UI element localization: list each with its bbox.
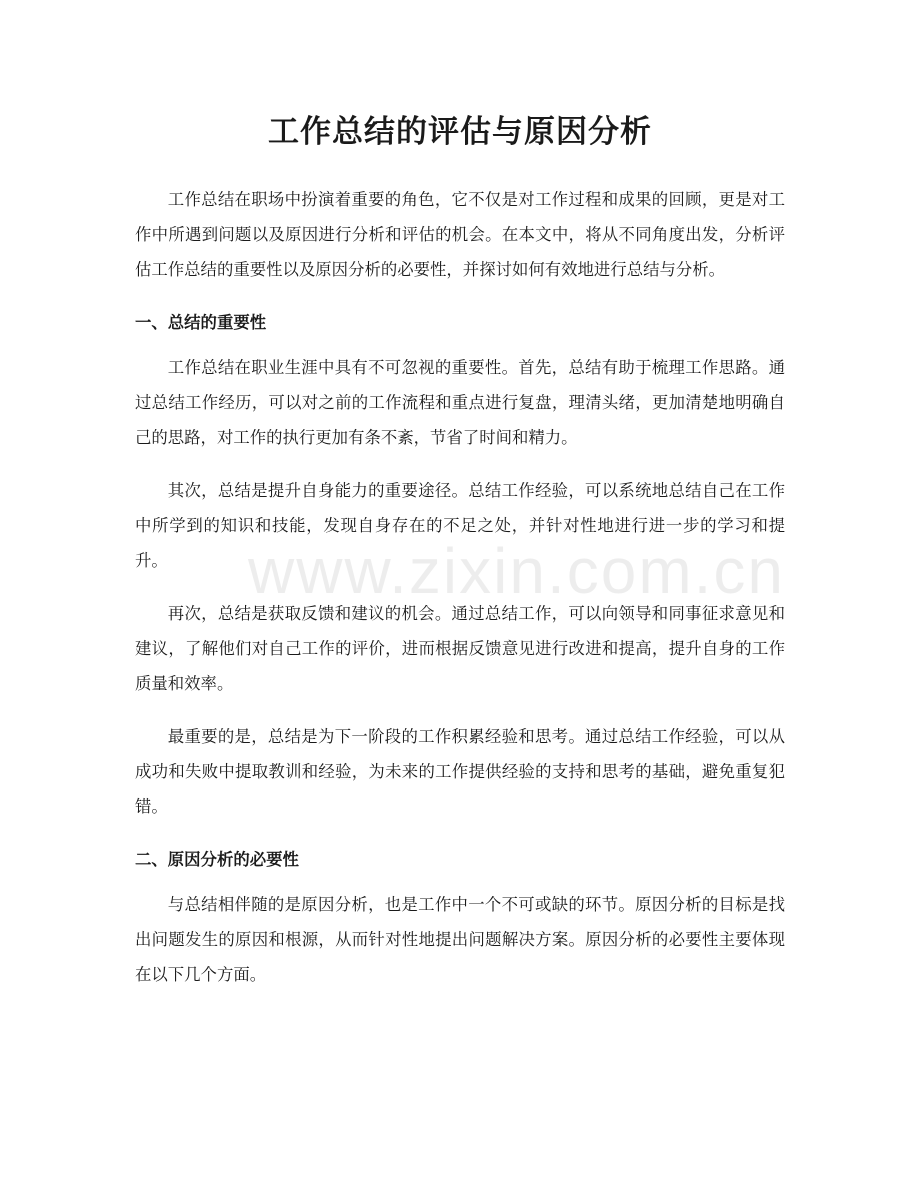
paragraph: 其次，总结是提升自身能力的重要途径。总结工作经验，可以系统地总结自己在工作中所学到的知识和技能，发现自身存在的不足之处，并针对性地进行进一步的学习和提升。 <box>135 481 785 570</box>
paragraph: 再次，总结是获取反馈和建议的机会。通过总结工作，可以向领导和同事征求意见和建议，了解他们对自己工作的评价，进而根据反馈意见进行改进和提高，提升自身的工作质量和效率。 <box>135 604 785 693</box>
document-title: 工作总结的评估与原因分析 <box>268 114 652 150</box>
paragraph: 最重要的是，总结是为下一阶段的工作积累经验和思考。通过总结工作经验，可以从成功和失败中提取教训和经验，为未来的工作提供经验的支持和思考的基础，避免重复犯错。 <box>135 727 785 816</box>
intro-paragraph: 工作总结在职场中扮演着重要的角色，它不仅是对工作过程和成果的回顾，更是对工作中所遇到问题以及原因进行分析和评估的机会。在本文中，将从不同角度出发，分析评估工作总结的重要性以及原因分析的必要性，并探讨如何有效地进行总结与分析。 <box>135 190 785 279</box>
paragraph: 与总结相伴随的是原因分析，也是工作中一个不可或缺的环节。原因分析的目标是找出问题发生的原因和根源，从而针对性地提出问题解决方案。原因分析的必要性主要体现在以下几个方面。 <box>135 895 785 984</box>
section-heading-importance: 一、总结的重要性 <box>135 313 267 332</box>
paragraph: 工作总结在职业生涯中具有不可忽视的重要性。首先，总结有助于梳理工作思路。通过总结工作经历，可以对之前的工作流程和重点进行复盘，理清头绪，更加清楚地明确自己的思路，对工作的执行更加有条不紊，节省了时间和精力。 <box>135 358 785 447</box>
watermark: www.zixin.com.cn <box>248 535 785 607</box>
section-heading-cause-analysis: 二、原因分析的必要性 <box>135 850 299 869</box>
document-body <box>135 182 785 1010</box>
